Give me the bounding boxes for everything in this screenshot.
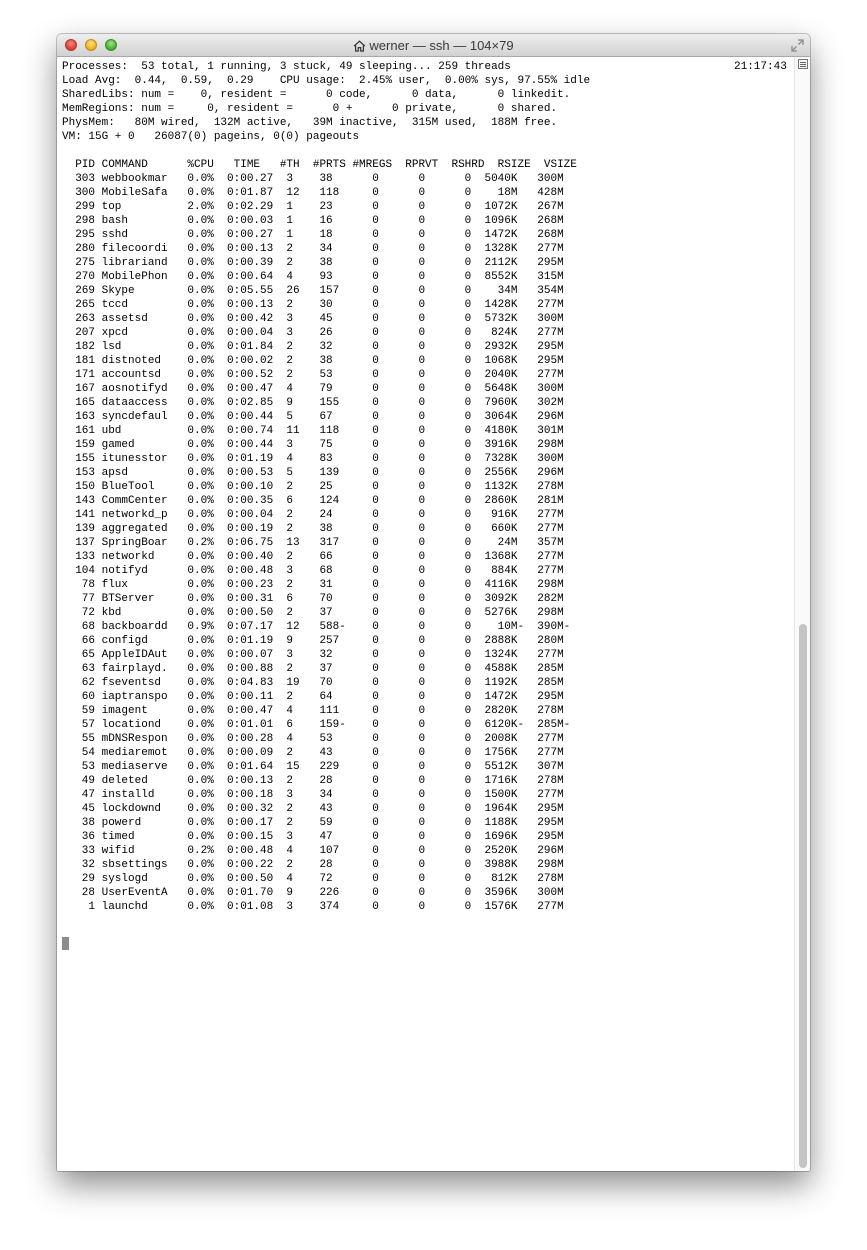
process-row: 263 assetsd 0.0% 0:00.42 3 45 0 0 0 5732K 300M — [62, 313, 564, 325]
terminal-window — [57, 34, 810, 1171]
summary-line: PhysMem: 80M wired, 132M active, 39M inactive, 315M used, 188M free. — [62, 117, 558, 129]
process-row: 28 UserEventA 0.0% 0:01.70 9 226 0 0 0 3596K 300M — [62, 887, 564, 899]
summary-line: SharedLibs: num = 0, resident = 0 code, 0 data, 0 linkedit. — [62, 89, 571, 101]
process-row: 54 mediaremot 0.0% 0:00.09 2 43 0 0 0 1756K 277M — [62, 747, 564, 759]
process-row: 32 sbsettings 0.0% 0:00.22 2 28 0 0 0 3988K 298M — [62, 859, 564, 871]
process-row: 33 wifid 0.2% 0:00.48 4 107 0 0 0 2520K 296M — [62, 845, 564, 857]
process-row: 155 itunesstor 0.0% 0:01.19 4 83 0 0 0 7328K 300M — [62, 453, 564, 465]
process-row: 36 timed 0.0% 0:00.15 3 47 0 0 0 1696K 295M — [62, 831, 564, 843]
process-row: 161 ubd 0.0% 0:00.74 11 118 0 0 0 4180K 301M — [62, 425, 564, 437]
process-row: 133 networkd 0.0% 0:00.40 2 66 0 0 0 1368K 277M — [62, 551, 564, 563]
scrollbar-thumb[interactable] — [799, 624, 807, 1168]
process-row: 265 tccd 0.0% 0:00.13 2 30 0 0 0 1428K 277M — [62, 299, 564, 311]
summary-line: Load Avg: 0.44, 0.59, 0.29 CPU usage: 2.45% user, 0.00% sys, 97.55% idle — [62, 75, 591, 87]
process-row: 47 installd 0.0% 0:00.18 3 34 0 0 0 1500K 277M — [62, 789, 564, 801]
terminal-output — [62, 60, 794, 914]
process-row: 137 SpringBoar 0.2% 0:06.75 13 317 0 0 0 24M 357M — [62, 537, 564, 549]
terminal-cursor — [62, 937, 69, 950]
process-row: 163 syncdefaul 0.0% 0:00.44 5 67 0 0 0 3064K 296M — [62, 411, 564, 423]
process-row: 104 notifyd 0.0% 0:00.48 3 68 0 0 0 884K 277M — [62, 565, 564, 577]
fullscreen-icon[interactable] — [791, 39, 804, 52]
process-row: 60 iaptranspo 0.0% 0:00.11 2 64 0 0 0 1472K 295M — [62, 691, 564, 703]
process-row: 77 BTServer 0.0% 0:00.31 6 70 0 0 0 3092K 282M — [62, 593, 564, 605]
process-row: 78 flux 0.0% 0:00.23 2 31 0 0 0 4116K 298M — [62, 579, 564, 591]
process-row: 59 imagent 0.0% 0:00.47 4 111 0 0 0 2820K 278M — [62, 705, 564, 717]
process-row: 295 sshd 0.0% 0:00.27 1 18 0 0 0 1472K 268M — [62, 229, 564, 241]
process-row: 280 filecoordi 0.0% 0:00.13 2 34 0 0 0 1328K 277M — [62, 243, 564, 255]
summary-line: VM: 15G + 0 26087(0) pageins, 0(0) pageouts — [62, 131, 360, 143]
process-row: 49 deleted 0.0% 0:00.13 2 28 0 0 0 1716K 278M — [62, 775, 564, 787]
column-header: PID COMMAND %CPU TIME #TH #PRTS #MREGS RPRVT RSHRD RSIZE VSIZE — [62, 159, 577, 171]
process-row: 299 top 2.0% 0:02.29 1 23 0 0 0 1072K 267M — [62, 201, 564, 213]
process-row: 38 powerd 0.0% 0:00.17 2 59 0 0 0 1188K 295M — [62, 817, 564, 829]
process-row: 139 aggregated 0.0% 0:00.19 2 38 0 0 0 660K 277M — [62, 523, 564, 535]
process-row: 298 bash 0.0% 0:00.03 1 16 0 0 0 1096K 268M — [62, 215, 564, 227]
process-row: 57 locationd 0.0% 0:01.01 6 159- 0 0 0 6120K- 285M- — [62, 719, 571, 731]
process-row: 53 mediaserve 0.0% 0:01.64 15 229 0 0 0 5512K 307M — [62, 761, 564, 773]
process-row: 72 kbd 0.0% 0:00.50 2 37 0 0 0 5276K 298M — [62, 607, 564, 619]
terminal-content[interactable] — [57, 57, 810, 1171]
scrollbar-track[interactable] — [794, 57, 810, 1171]
process-row: 62 fseventsd 0.0% 0:04.83 19 70 0 0 0 1192K 285M — [62, 677, 564, 689]
process-row: 150 BlueTool 0.0% 0:00.10 2 25 0 0 0 1132K 278M — [62, 481, 564, 493]
summary-line: Processes: 53 total, 1 running, 3 stuck, 49 sleeping... 259 threads — [62, 61, 511, 73]
process-row: 63 fairplayd. 0.0% 0:00.88 2 37 0 0 0 4588K 285M — [62, 663, 564, 675]
process-row: 167 aosnotifyd 0.0% 0:00.47 4 79 0 0 0 5648K 300M — [62, 383, 564, 395]
process-row: 269 Skype 0.0% 0:05.55 26 157 0 0 0 34M 354M — [62, 285, 564, 297]
window-title: werner — ssh — 104×79 — [369, 38, 514, 53]
process-row: 153 apsd 0.0% 0:00.53 5 139 0 0 0 2556K 296M — [62, 467, 564, 479]
process-row: 270 MobilePhon 0.0% 0:00.64 4 93 0 0 0 8552K 315M — [62, 271, 564, 283]
process-row: 143 CommCenter 0.0% 0:00.35 6 124 0 0 0 2860K 281M — [62, 495, 564, 507]
process-row: 66 configd 0.0% 0:01.19 9 257 0 0 0 2888K 280M — [62, 635, 564, 647]
summary-line — [62, 144, 794, 158]
process-row: 171 accountsd 0.0% 0:00.52 2 53 0 0 0 2040K 277M — [62, 369, 564, 381]
process-row: 1 launchd 0.0% 0:01.08 3 374 0 0 0 1576K 277M — [62, 901, 564, 913]
process-row: 165 dataaccess 0.0% 0:02.85 9 155 0 0 0 7960K 302M — [62, 397, 564, 409]
process-row: 65 AppleIDAut 0.0% 0:00.07 3 32 0 0 0 1324K 277M — [62, 649, 564, 661]
process-row: 29 syslogd 0.0% 0:00.50 4 72 0 0 0 812K 278M — [62, 873, 564, 885]
process-row: 275 librariand 0.0% 0:00.39 2 38 0 0 0 2112K 295M — [62, 257, 564, 269]
process-row: 181 distnoted 0.0% 0:00.02 2 38 0 0 0 1068K 295M — [62, 355, 564, 367]
summary-line: MemRegions: num = 0, resident = 0 + 0 private, 0 shared. — [62, 103, 558, 115]
process-row: 303 webbookmar 0.0% 0:00.27 3 38 0 0 0 5040K 300M — [62, 173, 564, 185]
process-row: 207 xpcd 0.0% 0:00.04 3 26 0 0 0 824K 277M — [62, 327, 564, 339]
process-row: 55 mDNSRespon 0.0% 0:00.28 4 53 0 0 0 2008K 277M — [62, 733, 564, 745]
title-bar[interactable] — [57, 34, 810, 57]
process-row: 68 backboardd 0.9% 0:07.17 12 588- 0 0 0 10M- 390M- — [62, 621, 571, 633]
process-row: 159 gamed 0.0% 0:00.44 3 75 0 0 0 3916K 298M — [62, 439, 564, 451]
split-pane-icon[interactable] — [798, 59, 808, 69]
process-row: 300 MobileSafa 0.0% 0:01.87 12 118 0 0 0 18M 428M — [62, 187, 564, 199]
process-row: 45 lockdownd 0.0% 0:00.32 2 43 0 0 0 1964K 295M — [62, 803, 564, 815]
process-row: 182 lsd 0.0% 0:01.84 2 32 0 0 0 2932K 295M — [62, 341, 564, 353]
clock-readout: 21:17:43 — [734, 61, 787, 73]
home-icon — [353, 40, 366, 52]
window-title-group — [57, 38, 810, 53]
process-row: 141 networkd_p 0.0% 0:00.04 2 24 0 0 0 916K 277M — [62, 509, 564, 521]
